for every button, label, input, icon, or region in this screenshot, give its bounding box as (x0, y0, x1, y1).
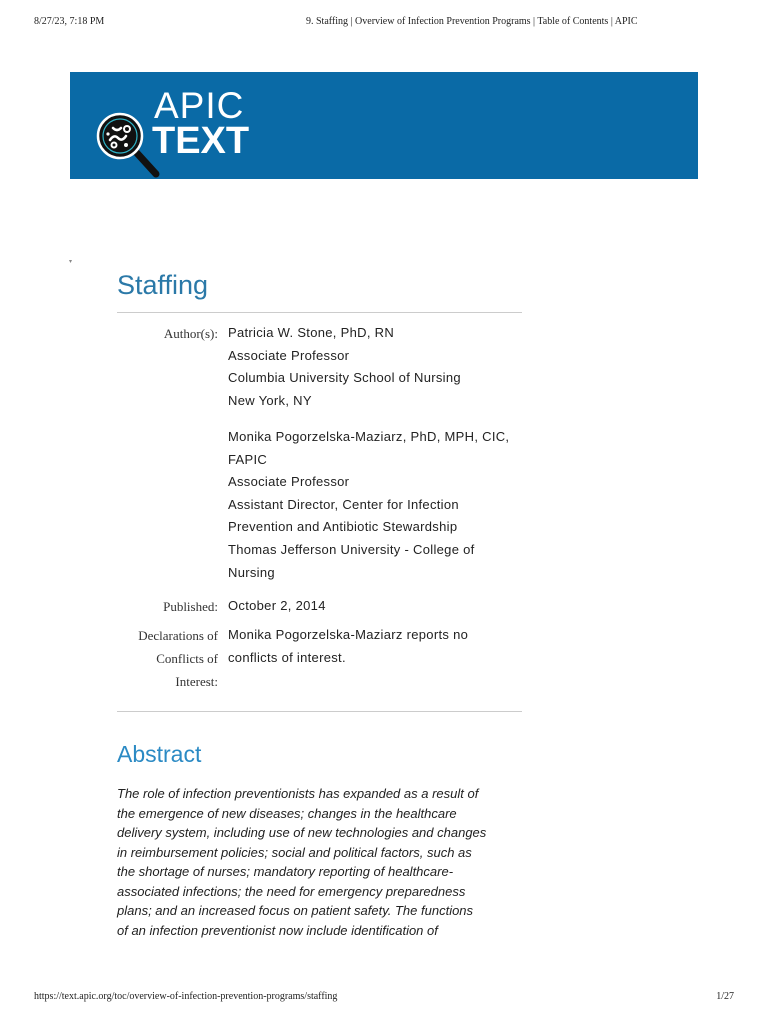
author-2-line: Monika Pogorzelska-Maziarz, PhD, MPH, CIC, (228, 429, 510, 444)
print-footer (34, 991, 734, 1005)
abstract-line: of an infection preventionist now include identification of (117, 922, 438, 938)
abstract-line: the shortage of nurses; mandatory reporting of healthcare- (117, 864, 454, 879)
author-1-line: New York, NY (228, 392, 312, 408)
abstract-line: delivery system, including use of new technologies and changes (117, 825, 487, 840)
apic-text-logo[interactable] (96, 86, 266, 178)
print-date: 8/27/23, 7:18 PM (34, 16, 105, 27)
author-1 (228, 322, 522, 412)
author-2-line: Nursing (228, 564, 275, 580)
published-date: October 2, 2014 (228, 598, 326, 613)
author-1-line: Associate Professor (228, 347, 350, 363)
author-2-line: Associate Professor (228, 474, 350, 490)
abstract-line: The role of infection preventionists has expanded as a result of (117, 786, 479, 801)
author-2-line: Thomas Jefferson University - College of (228, 541, 475, 557)
published-value (228, 595, 522, 618)
author-2-line: Assistant Director, Center for Infection (228, 496, 459, 512)
abstract-line: the emergence of new diseases; changes in the healthcare (117, 805, 457, 821)
print-header (34, 16, 734, 30)
author-1-line: Columbia University School of Nursing (228, 370, 461, 386)
print-page-title: 9. Staffing | Overview of Infection Prevention Programs | Table of Contents | APIC (306, 16, 638, 27)
abstract-line: associated infections; the need for emergency preparedness (117, 883, 466, 899)
conflicts-label-line: Declarations of (138, 628, 218, 643)
page-title: Staffing (117, 270, 209, 300)
conflicts-label-line: Interest: (175, 674, 218, 689)
divider-bottom (117, 711, 522, 712)
published-label: Published: (163, 599, 218, 614)
conflicts-label (117, 624, 218, 693)
print-url: https://text.apic.org/toc/overview-of-infection-prevention-programs/staffing (34, 991, 338, 1002)
collapse-marker-icon: ▾ (69, 259, 73, 265)
apic-text-banner[interactable] (70, 72, 698, 179)
abstract-heading: Abstract (117, 741, 202, 767)
author-2-line: Prevention and Antibiotic Stewardship (228, 519, 458, 535)
author-1-line: Patricia W. Stone, PhD, RN (228, 325, 395, 340)
conflicts-value (228, 624, 522, 669)
author-2 (228, 426, 522, 584)
abstract-line: in reimbursement policies; social and political factors, such as (117, 844, 472, 860)
authors-label: Author(s): (163, 326, 218, 341)
abstract-line: plans; and an increased focus on patient safety. The functions (117, 903, 474, 918)
abstract-body (117, 784, 527, 940)
print-page-number: 1/27 (716, 991, 734, 1002)
logo-apic-word: APIC (154, 85, 245, 126)
logo-text-word: TEXT (152, 120, 250, 162)
conflicts-value-line: conflicts of interest. (228, 649, 346, 665)
conflicts-value-line: Monika Pogorzelska-Maziarz reports no (228, 627, 469, 642)
conflicts-label-line: Conflicts of (156, 651, 218, 666)
author-2-line: FAPIC (228, 451, 268, 467)
divider-top (117, 312, 522, 313)
